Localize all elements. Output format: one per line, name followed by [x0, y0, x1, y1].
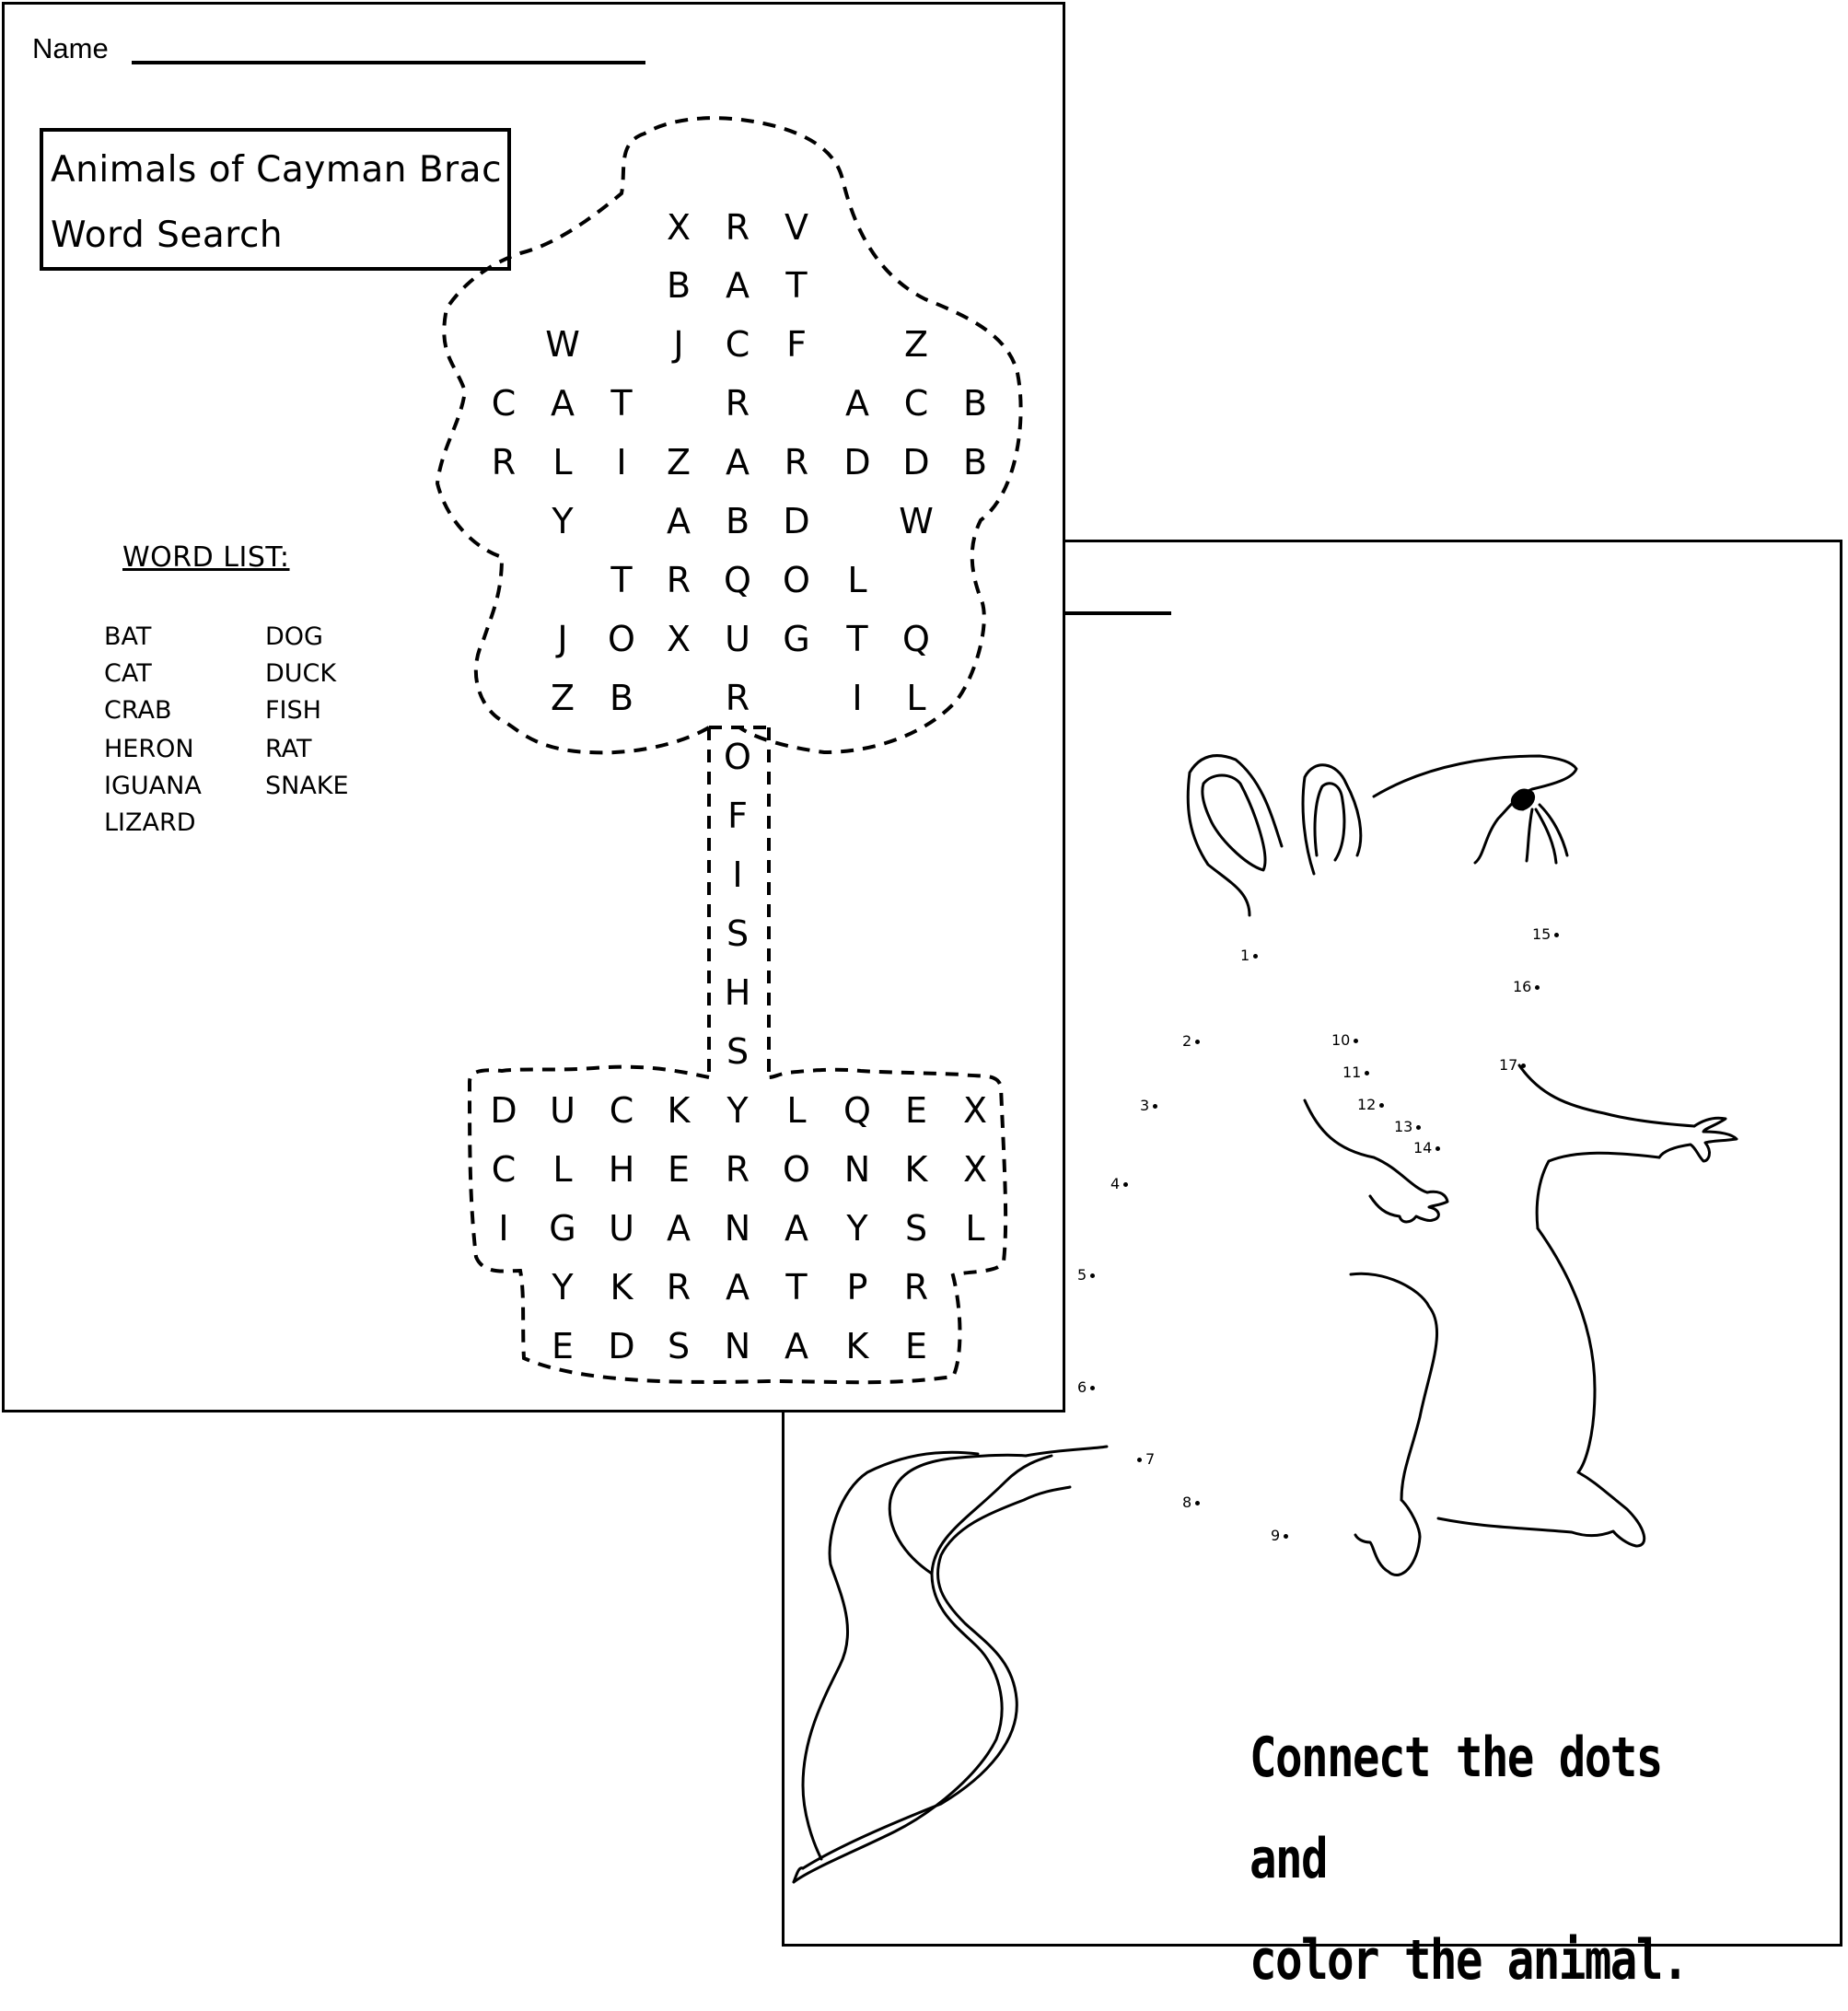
- grid-letter: D: [490, 1090, 517, 1131]
- grid-letter: I: [852, 678, 863, 718]
- dot-7: 7: [1137, 1452, 1155, 1467]
- grid-letter: A: [726, 1267, 750, 1308]
- grid-letter: O: [783, 560, 810, 600]
- dot-16: 16: [1513, 980, 1540, 994]
- grid-letter: Y: [726, 1090, 749, 1131]
- grid-letter: H: [608, 1149, 635, 1190]
- grid-letter: L: [906, 678, 926, 718]
- grid-letter: F: [727, 796, 748, 836]
- dot-5: 5: [1077, 1268, 1095, 1283]
- word-list-item: CRAB: [104, 696, 172, 725]
- dot-17: 17: [1499, 1058, 1526, 1073]
- grid-letter: L: [552, 442, 573, 482]
- dot-15: 15: [1532, 927, 1559, 942]
- grid-letter: S: [904, 1208, 928, 1249]
- grid-letter: O: [724, 737, 751, 777]
- grid-letter: E: [904, 1326, 927, 1366]
- grid-letter: L: [552, 1149, 573, 1190]
- grid-letter: S: [667, 1326, 691, 1366]
- grid-letter: K: [610, 1267, 633, 1308]
- grid-letter: O: [608, 619, 635, 659]
- grid-letter: X: [962, 1090, 988, 1131]
- grid-letter: T: [785, 1267, 808, 1308]
- grid-letter: A: [726, 442, 750, 482]
- grid-letter: A: [551, 383, 575, 424]
- grid-letter: A: [785, 1326, 808, 1366]
- grid-letter: L: [786, 1090, 807, 1131]
- grid-letter: Q: [724, 560, 751, 600]
- grid-letter: D: [902, 442, 930, 482]
- grid-letter: G: [549, 1208, 576, 1249]
- grid-letter: T: [846, 619, 868, 659]
- grid-letter: B: [725, 501, 750, 541]
- grid-letter: R: [491, 442, 517, 482]
- grid-letter: R: [666, 1267, 692, 1308]
- dot-2: 2: [1182, 1034, 1200, 1049]
- grid-letter: G: [783, 619, 810, 659]
- instruction-line-2: color the animal.: [1249, 1928, 1688, 1993]
- grid-letter: K: [845, 1326, 869, 1366]
- word-list-item: LIZARD: [104, 808, 196, 837]
- dot-9: 9: [1271, 1529, 1288, 1543]
- grid-letter: Y: [846, 1208, 868, 1249]
- grid-letter: Z: [903, 324, 929, 365]
- word-list-item: RAT: [265, 735, 312, 763]
- grid-letter: N: [843, 1149, 871, 1190]
- dot-4: 4: [1110, 1177, 1128, 1191]
- grid-letter: B: [609, 678, 634, 718]
- grid-letter: B: [962, 383, 988, 424]
- grid-letter: C: [491, 383, 517, 424]
- grid-letter: N: [724, 1208, 751, 1249]
- name-label: Name: [32, 32, 109, 64]
- grid-letter: W: [545, 324, 580, 365]
- grid-letter: D: [843, 442, 871, 482]
- word-list-item: CAT: [104, 659, 152, 688]
- grid-letter: E: [551, 1326, 574, 1366]
- grid-letter: P: [846, 1267, 868, 1308]
- grid-letter: V: [785, 207, 808, 248]
- grid-letter: O: [783, 1149, 810, 1190]
- grid-letter: R: [725, 383, 750, 424]
- instruction-line-1: Connect the dots and: [1249, 1726, 1662, 1891]
- word-list-item: IGUANA: [104, 772, 202, 800]
- grid-letter: I: [616, 442, 627, 482]
- grid-letter: Q: [902, 619, 930, 659]
- word-list-item: FISH: [265, 696, 321, 725]
- word-list-title: WORD LIST:: [122, 541, 290, 574]
- grid-letter: R: [725, 1149, 750, 1190]
- instruction-text: [1249, 1707, 1703, 2011]
- grid-letter: Y: [552, 1267, 574, 1308]
- grid-letter: L: [847, 560, 867, 600]
- grid-letter: X: [962, 1149, 988, 1190]
- grid-letter: R: [666, 560, 692, 600]
- grid-letter: C: [903, 383, 929, 424]
- grid-letter: D: [608, 1326, 635, 1366]
- grid-letter: T: [785, 265, 808, 306]
- grid-letter: S: [726, 1031, 750, 1072]
- grid-letter: B: [962, 442, 988, 482]
- grid-letter: I: [732, 854, 743, 895]
- dot-10: 10: [1331, 1033, 1358, 1048]
- grid-letter: U: [725, 619, 750, 659]
- grid-letter: J: [557, 619, 568, 659]
- title-line-1: Animals of Cayman Brac: [51, 149, 503, 191]
- word-list-item: BAT: [104, 622, 152, 651]
- grid-letter: Z: [666, 442, 692, 482]
- dot-6: 6: [1077, 1380, 1095, 1395]
- grid-letter: W: [899, 501, 934, 541]
- grid-letter: X: [666, 207, 692, 248]
- dot-3: 3: [1140, 1098, 1157, 1113]
- grid-letter: R: [725, 207, 750, 248]
- grid-letter: Y: [552, 501, 574, 541]
- dot-12: 12: [1357, 1098, 1384, 1112]
- grid-letter: B: [666, 265, 692, 306]
- grid-letter: D: [783, 501, 810, 541]
- grid-letter: H: [724, 972, 751, 1013]
- grid-letter: A: [667, 501, 691, 541]
- grid-letter: T: [610, 383, 633, 424]
- grid-letter: I: [498, 1208, 509, 1249]
- grid-letter: F: [786, 324, 807, 365]
- word-list-item: SNAKE: [265, 772, 349, 800]
- grid-letter: C: [491, 1149, 517, 1190]
- word-list-item: HERON: [104, 735, 194, 763]
- grid-letter: A: [667, 1208, 691, 1249]
- grid-letter: J: [673, 324, 684, 365]
- grid-letter: E: [667, 1149, 690, 1190]
- grid-letter: K: [667, 1090, 691, 1131]
- grid-letter: L: [965, 1208, 985, 1249]
- grid-letter: A: [726, 265, 750, 306]
- grid-letter: C: [725, 324, 750, 365]
- dot-8: 8: [1182, 1495, 1200, 1510]
- word-list-item: DUCK: [265, 659, 337, 688]
- grid-letter: C: [609, 1090, 634, 1131]
- grid-letter: A: [785, 1208, 808, 1249]
- grid-letter: K: [904, 1149, 928, 1190]
- grid-letter: U: [550, 1090, 575, 1131]
- grid-letter: U: [609, 1208, 634, 1249]
- word-search-page: [2, 2, 1065, 1412]
- grid-letter: X: [666, 619, 692, 659]
- grid-letter: Q: [843, 1090, 871, 1131]
- dot-11: 11: [1342, 1065, 1369, 1080]
- grid-letter: S: [726, 913, 750, 954]
- dot-13: 13: [1394, 1120, 1421, 1134]
- title-line-2: Word Search: [51, 215, 284, 256]
- grid-letter: E: [904, 1090, 927, 1131]
- grid-letter: R: [784, 442, 809, 482]
- word-list-item: DOG: [265, 622, 323, 651]
- grid-letter: A: [845, 383, 869, 424]
- grid-letter: N: [724, 1326, 751, 1366]
- dot-14: 14: [1413, 1141, 1440, 1156]
- dot-1: 1: [1240, 948, 1258, 963]
- grid-letter: R: [903, 1267, 929, 1308]
- grid-letter: R: [725, 678, 750, 718]
- grid-letter: T: [610, 560, 633, 600]
- grid-letter: Z: [550, 678, 575, 718]
